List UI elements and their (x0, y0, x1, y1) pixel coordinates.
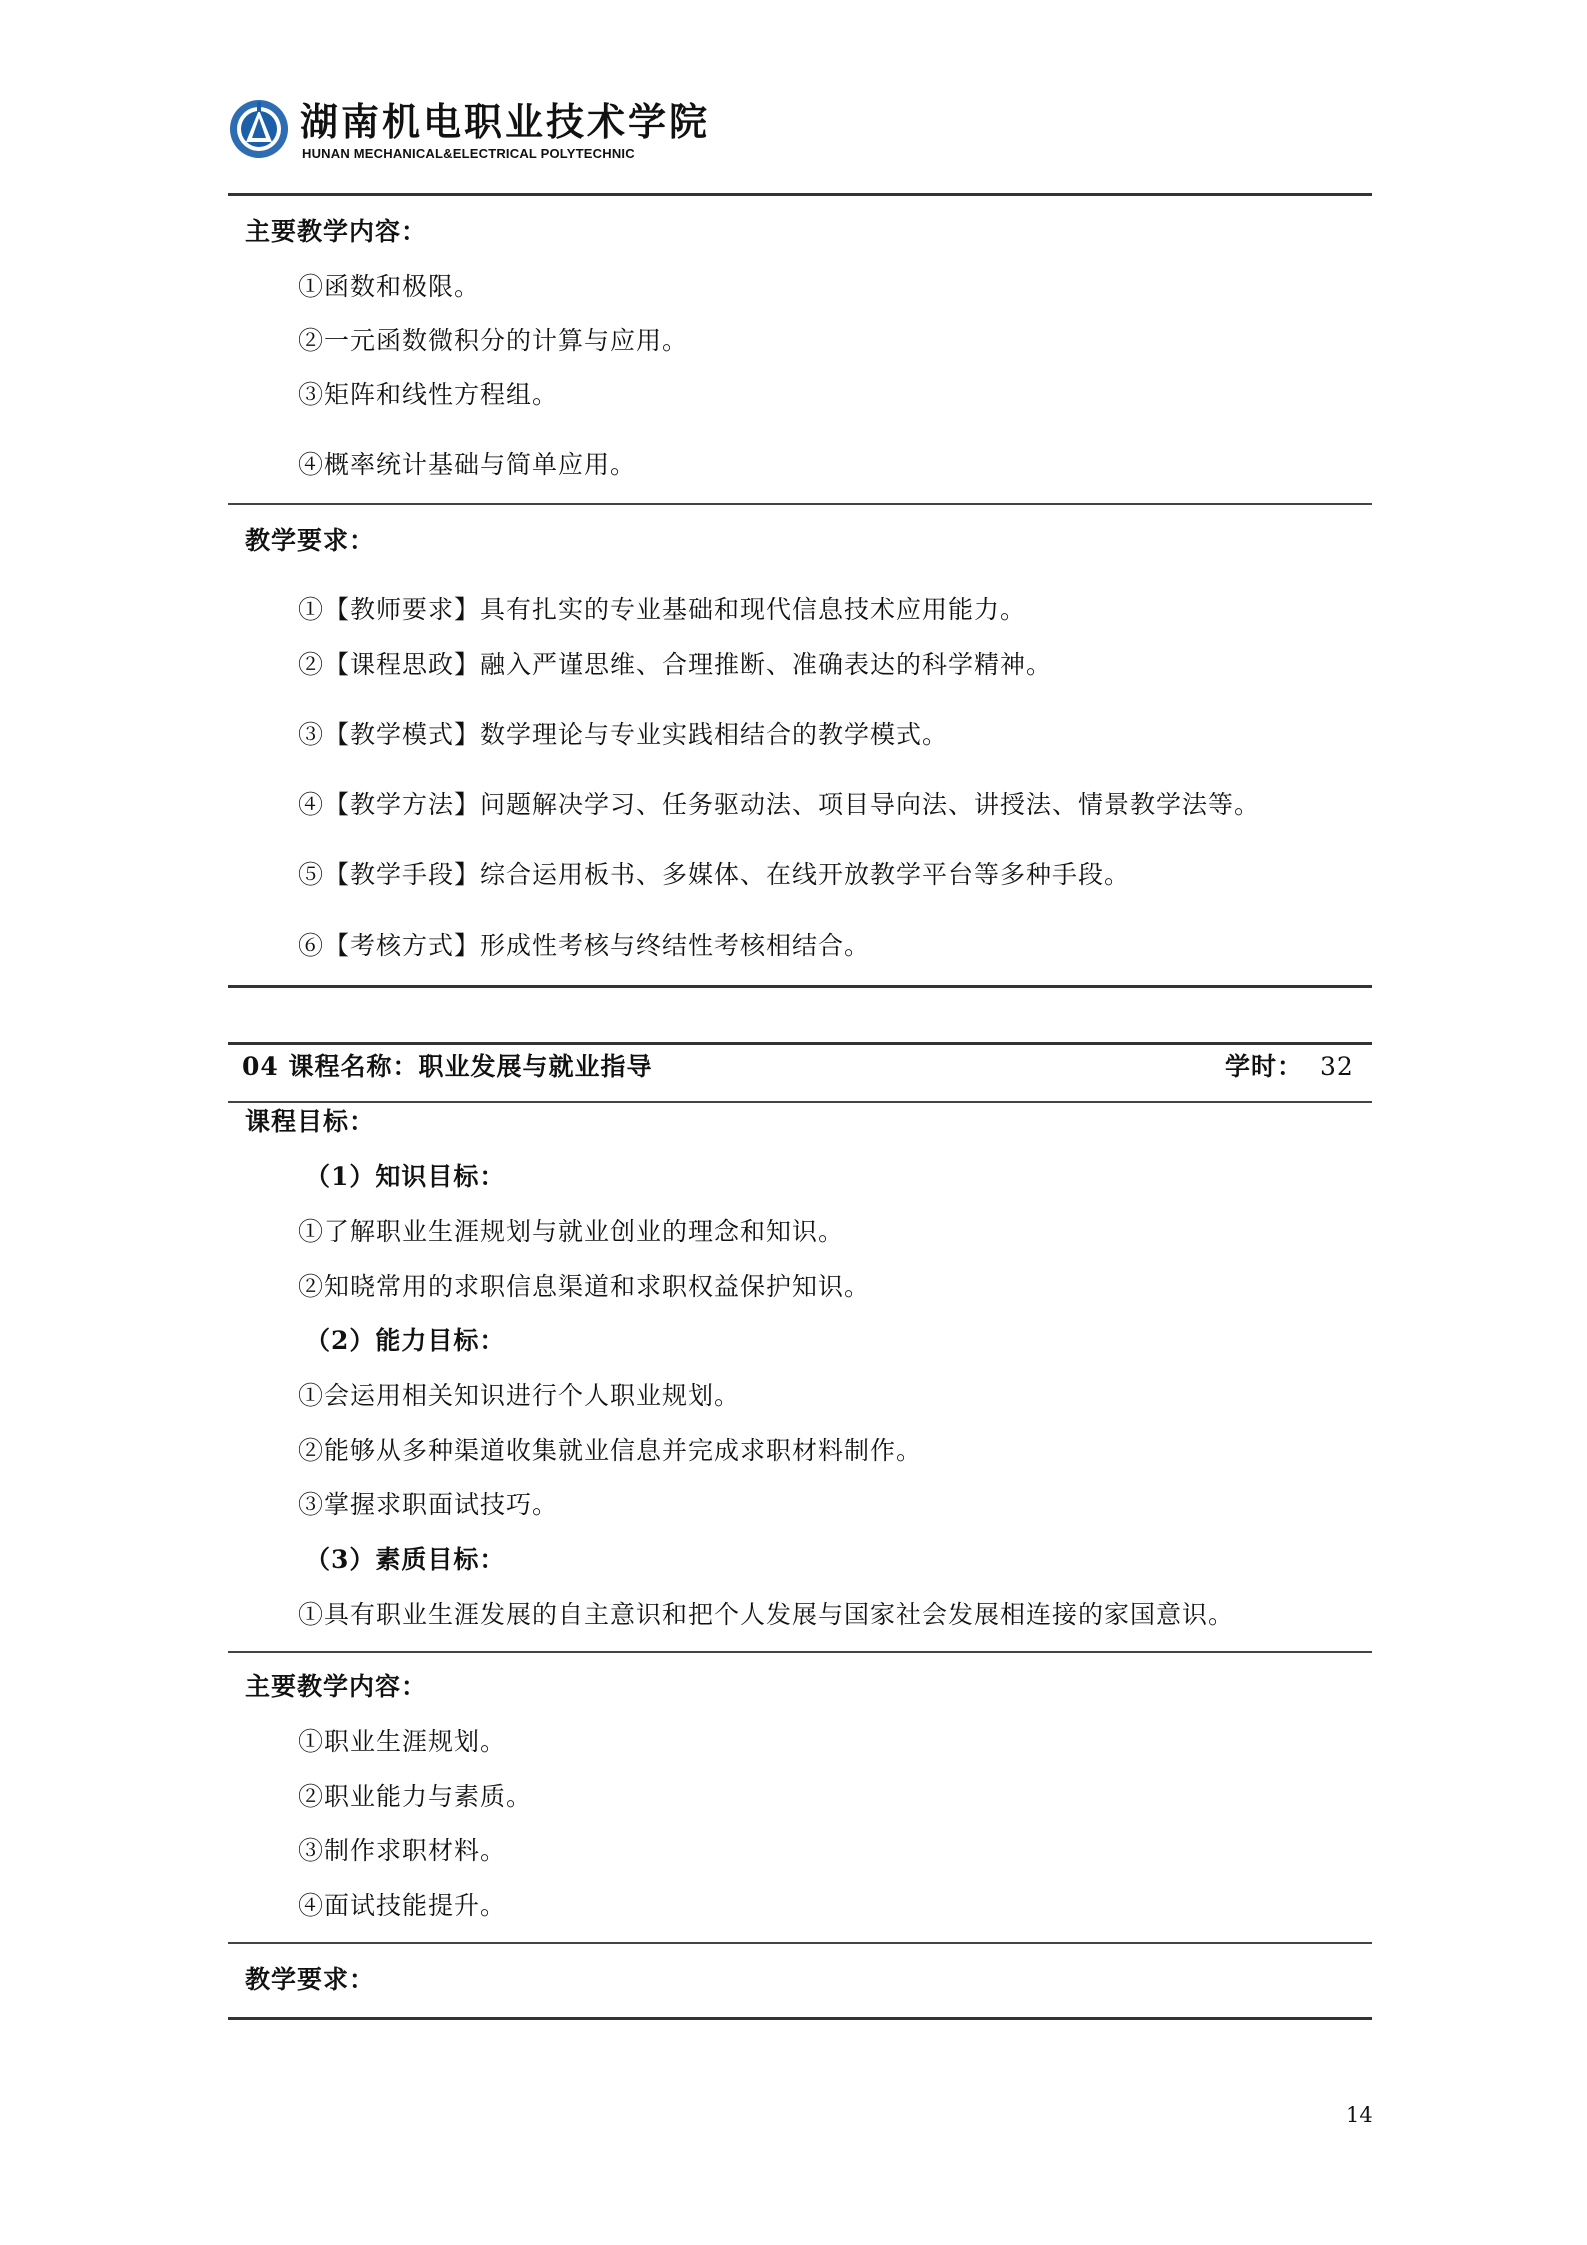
quality-goals-heading: （3）素质目标： (305, 1545, 506, 1574)
quality-goal-item: ①具有职业生涯发展的自主意识和把个人发展与国家社会发展相连接的家国意识。 (298, 1600, 1235, 1629)
course-goals-heading: 课程目标： (245, 1107, 376, 1136)
ability-goal-item: ①会运用相关知识进行个人职业规划。 (298, 1381, 741, 1410)
course-content-item: ①职业生涯规划。 (298, 1727, 507, 1756)
ability-goal-item: ③掌握求职面试技巧。 (298, 1490, 559, 1519)
course-table-bottom-rule (228, 2017, 1372, 2020)
section1-req-item: ③【教学模式】数学理论与专业实践相结合的教学模式。 (298, 720, 949, 749)
school-name-cn: 湖南机电职业技术学院 (300, 99, 711, 144)
course-title-divider (228, 1101, 1372, 1103)
course-table-top-rule (228, 1042, 1372, 1045)
section-end-divider (228, 985, 1372, 988)
course-content-heading: 主要教学内容： (245, 1672, 428, 1701)
knowledge-goals-heading: （1）知识目标： (305, 1162, 506, 1191)
section1-req-item: ①【教师要求】具有扎实的专业基础和现代信息技术应用能力。 (298, 595, 1027, 624)
knowledge-goal-item: ①了解职业生涯规划与就业创业的理念和知识。 (298, 1217, 845, 1246)
header-divider (228, 193, 1372, 196)
ability-goal-item: ②能够从多种渠道收集就业信息并完成求职材料制作。 (298, 1436, 923, 1465)
course-hours-label: 学时： (1225, 1052, 1304, 1081)
school-name-en: HUNAN MECHANICAL&ELECTRICAL POLYTECHNIC (302, 146, 635, 161)
course-content-item: ②职业能力与素质。 (298, 1782, 533, 1811)
ability-goals-heading: （2）能力目标： (305, 1326, 506, 1355)
course-hours-value: 32 (1320, 1052, 1354, 1081)
section1-content-heading: 主要教学内容： (245, 217, 428, 246)
page-number: 14 (1346, 2103, 1373, 2127)
school-logo (228, 98, 290, 160)
section1-req-item: ②【课程思政】融入严谨思维、合理推断、准确表达的科学精神。 (298, 650, 1053, 679)
section1-content-item: ②一元函数微积分的计算与应用。 (298, 326, 689, 355)
section1-content-item: ③矩阵和线性方程组。 (298, 380, 559, 409)
section-divider (228, 1651, 1372, 1653)
section1-req-item: ④【教学方法】问题解决学习、任务驱动法、项目导向法、讲授法、情景教学法等。 (298, 790, 1261, 819)
section-divider (228, 1942, 1372, 1944)
section1-content-item: ①函数和极限。 (298, 272, 481, 301)
section1-req-heading: 教学要求： (245, 526, 376, 555)
section-divider (228, 503, 1372, 505)
course-title: 04 课程名称：职业发展与就业指导 (242, 1052, 653, 1081)
section1-req-item: ⑤【教学手段】综合运用板书、多媒体、在线开放教学平台等多种手段。 (298, 860, 1131, 889)
course-content-item: ③制作求职材料。 (298, 1836, 507, 1865)
section1-req-item: ⑥【考核方式】形成性考核与终结性考核相结合。 (298, 931, 871, 960)
course-req-heading: 教学要求： (245, 1965, 376, 1994)
knowledge-goal-item: ②知晓常用的求职信息渠道和求职权益保护知识。 (298, 1272, 871, 1301)
course-content-item: ④面试技能提升。 (298, 1891, 507, 1920)
section1-content-item: ④概率统计基础与简单应用。 (298, 450, 637, 479)
